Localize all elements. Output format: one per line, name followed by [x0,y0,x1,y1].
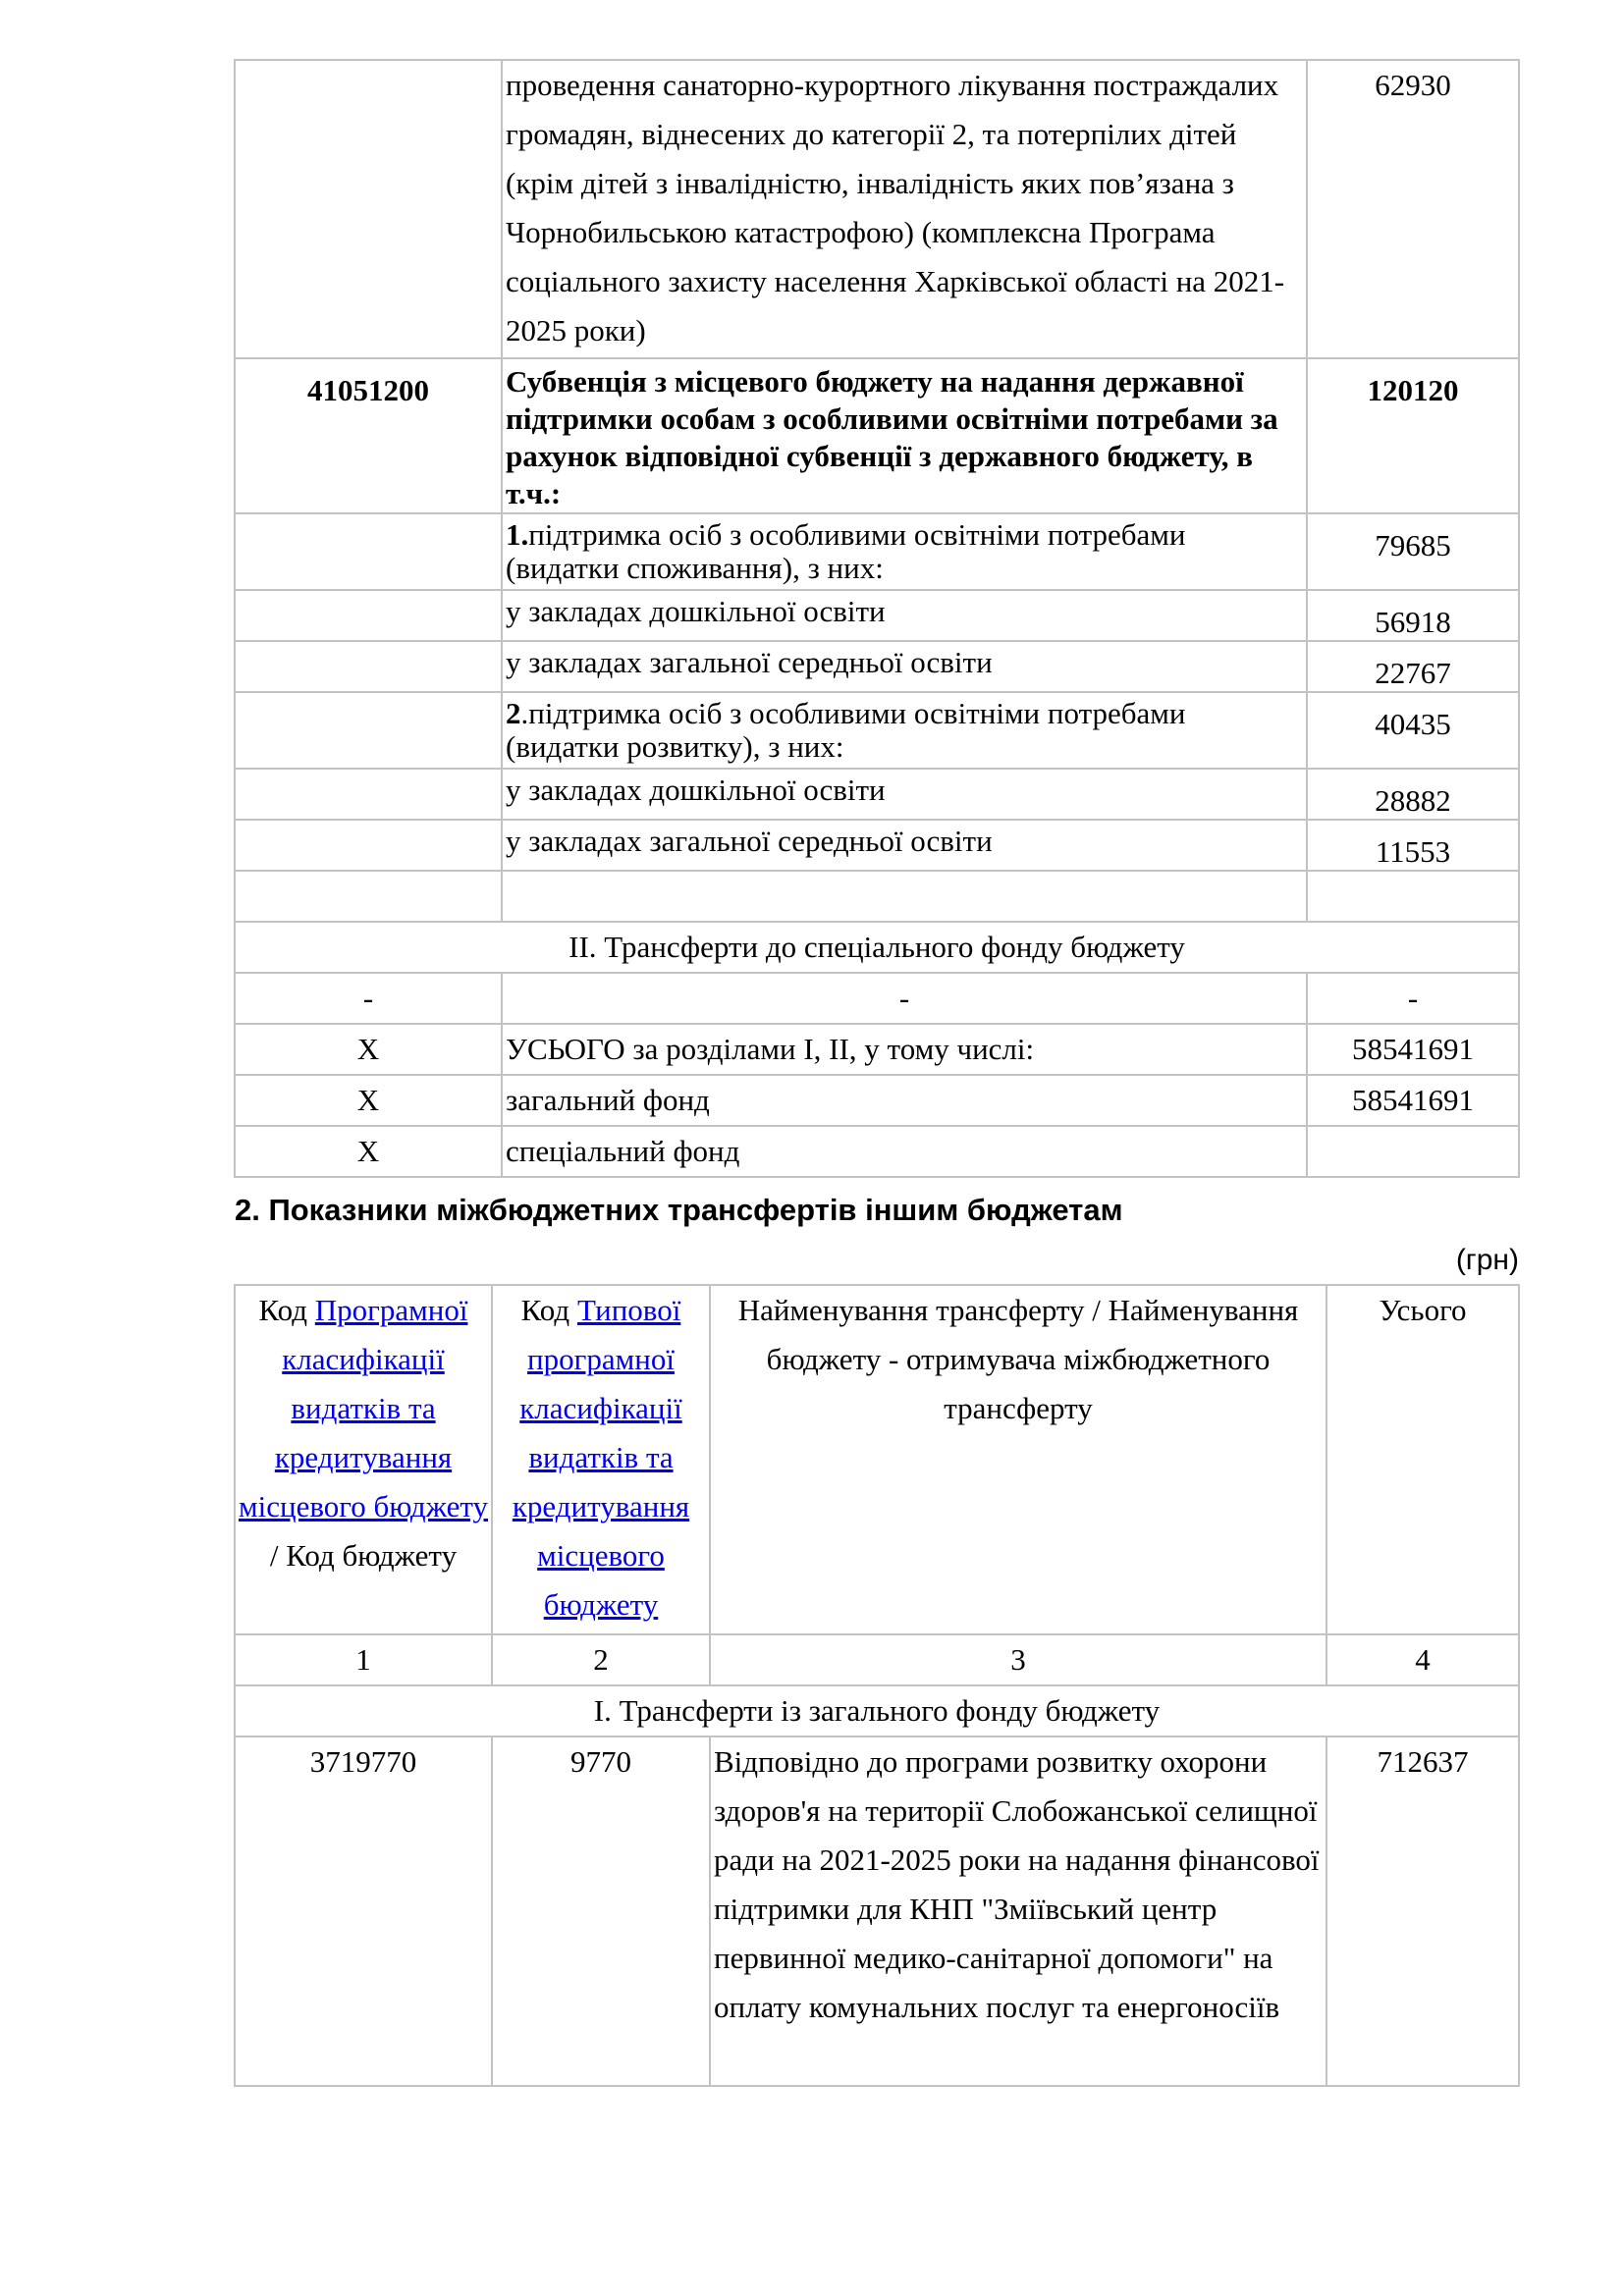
code-cell [235,590,502,641]
amount-cell: 79685 [1307,513,1519,590]
description-cell: проведення санаторно-курортного лікування постраждалих громадян, віднесених до категорії 2, та потерпілих дітей (крім дітей з інвалідністю, інвалідність яких пов’язана з Чорнобильською катастрофою) (комплексна Програма соціального захисту населення Харківської області на 2021-2025 роки) [502,60,1307,358]
interbudget-transfers-table [234,1284,1520,2087]
code-cell [235,769,502,820]
description-cell: Відповідно до програми розвитку охорони здоров'я на території Слобожанської селищної ради на 2021-2025 роки на надання фінансової підтримки для КНП "Зміївський центр первинної медико-санітарної допомоги" на оплату комунальних послуг та енергоносіїв [710,1736,1326,2086]
table-row [235,973,1519,1024]
column-number: 2 [492,1634,710,1685]
description-cell: у закладах загальної середньої освіти [502,820,1307,871]
typical-classification-link[interactable]: Типової програмної класифікації видатків та кредитування місцевого бюджету [512,1293,690,1622]
column-number: 1 [235,1634,492,1685]
amount-cell: 40435 [1307,692,1519,769]
amount-cell: 56918 [1307,590,1519,641]
description-cell [502,871,1307,922]
table-row [235,641,1519,692]
amount-cell: 58541691 [1307,1075,1519,1126]
column-number: 3 [710,1634,1326,1685]
amount-cell: 22767 [1307,641,1519,692]
table-row [235,1024,1519,1075]
header-typical-code [492,1285,710,1634]
table-row [235,692,1519,769]
item-number: 2 [506,696,521,730]
code-cell [235,60,502,358]
description-cell: у закладах загальної середньої освіти [502,641,1307,692]
code-cell: Х [235,1126,502,1177]
table-row [235,1075,1519,1126]
header-row [235,1285,1519,1634]
header-program-code [235,1285,492,1634]
code-cell [235,641,502,692]
column-number-row [235,1634,1519,1685]
header-prefix: Код [258,1293,315,1327]
header-suffix: / Код бюджету [269,1538,458,1573]
section-row [235,1685,1519,1736]
description-cell: у закладах дошкільної освіти [502,590,1307,641]
table-row [235,513,1519,590]
transfers-table [234,59,1520,1178]
amount-cell: 712637 [1326,1736,1519,2086]
code-cell: - [235,973,502,1024]
amount-cell [1307,871,1519,922]
amount-cell: - [1307,973,1519,1024]
table-row [235,358,1519,513]
description-cell: у закладах дошкільної освіти [502,769,1307,820]
table-row [235,1736,1519,2086]
header-transfer-name: Найменування трансферту / Найменування бюджету - отримувача міжбюджетного трансферту [710,1285,1326,1634]
typical-code-cell: 9770 [492,1736,710,2086]
code-cell [235,513,502,590]
description-cell [502,692,1307,769]
code-cell: 41051200 [235,358,502,513]
code-cell [235,692,502,769]
description-cell: УСЬОГО за розділами І, ІІ, у тому числі: [502,1024,1307,1075]
program-code-cell: 3719770 [235,1736,492,2086]
amount-cell: 28882 [1307,769,1519,820]
amount-cell [1307,1126,1519,1177]
item-text: підтримка осіб з особливими освітніми потребами (видатки споживання), з них: [506,517,1186,585]
description-cell: Субвенція з місцевого бюджету на надання державної підтримки особам з особливими освітніми потребами за рахунок відповідної субвенції з державного бюджету, в т.ч.: [502,358,1307,513]
unit-label: (грн) [1455,1244,1519,1276]
program-classification-link[interactable]: Програмної класифікації видатків та кредитування місцевого бюджету [239,1293,488,1523]
code-cell [235,871,502,922]
section-heading: ІІ. Трансферти до спеціального фонду бюджету [235,922,1519,973]
description-cell: спеціальний фонд [502,1126,1307,1177]
table-row [235,871,1519,922]
header-total: Усього [1326,1285,1519,1634]
description-cell: - [502,973,1307,1024]
section-heading: І. Трансферти із загального фонду бюджету [235,1685,1519,1736]
table-row [235,590,1519,641]
header-prefix: Код [520,1293,577,1327]
code-cell: Х [235,1024,502,1075]
column-number: 4 [1326,1634,1519,1685]
code-cell [235,820,502,871]
description-cell: загальний фонд [502,1075,1307,1126]
amount-cell: 120120 [1307,358,1519,513]
table-row [235,1126,1519,1177]
table-row [235,60,1519,358]
table-row [235,769,1519,820]
section-row [235,922,1519,973]
amount-cell: 11553 [1307,820,1519,871]
code-cell: Х [235,1075,502,1126]
amount-cell: 58541691 [1307,1024,1519,1075]
description-cell [502,513,1307,590]
section-title: 2. Показники міжбюджетних трансфертів іншим бюджетам [235,1193,1123,1227]
table-row [235,820,1519,871]
item-number: 1. [506,517,529,552]
item-text: .підтримка осіб з особливими освітніми потребами (видатки розвитку), з них: [506,696,1186,764]
amount-cell: 62930 [1307,60,1519,358]
